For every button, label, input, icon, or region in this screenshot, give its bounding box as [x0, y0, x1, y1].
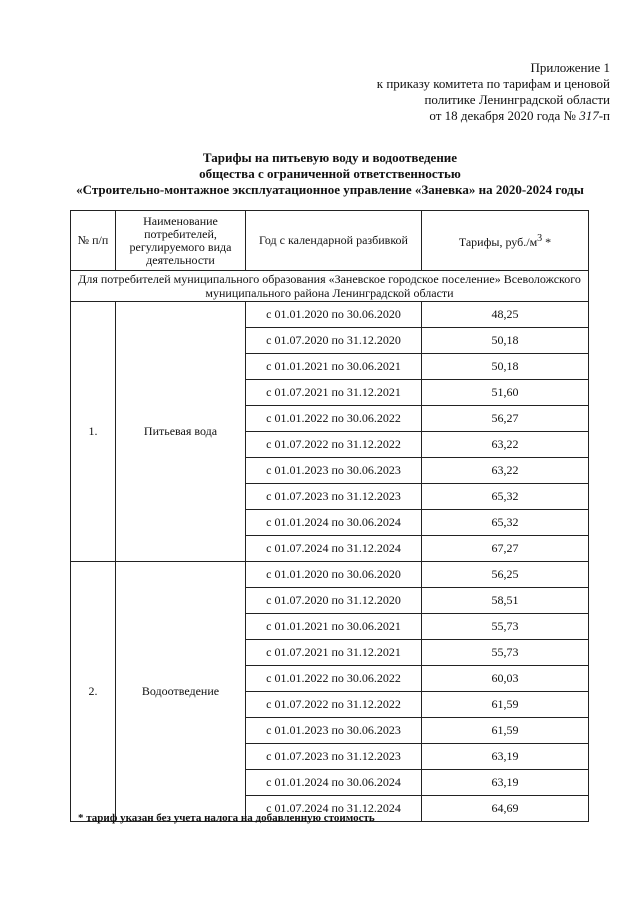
period-cell: с 01.01.2022 по 30.06.2022	[246, 666, 422, 692]
period-cell: с 01.01.2021 по 30.06.2021	[246, 614, 422, 640]
tariff-cell: 60,03	[422, 666, 589, 692]
order-number: 317	[579, 108, 599, 123]
tariff-cell: 63,19	[422, 744, 589, 770]
tariff-cell: 55,73	[422, 614, 589, 640]
tariff-cell: 55,73	[422, 640, 589, 666]
group-header-row	[71, 271, 589, 302]
section-name: Питьевая вода	[116, 302, 246, 562]
order-suffix: -п	[598, 108, 610, 123]
tariff-cell: 63,19	[422, 770, 589, 796]
tariff-cell: 48,25	[422, 302, 589, 328]
appendix-date: от 18 декабря 2020 года №	[429, 108, 576, 123]
tariff-cell: 56,27	[422, 406, 589, 432]
header-num: № п/п	[71, 211, 116, 271]
period-cell: с 01.07.2021 по 31.12.2021	[246, 380, 422, 406]
tariff-cell: 51,60	[422, 380, 589, 406]
document-title	[40, 150, 620, 198]
tariff-cell: 63,22	[422, 432, 589, 458]
section-number: 2.	[71, 562, 116, 822]
table-row	[71, 302, 589, 328]
period-cell: с 01.01.2020 по 30.06.2020	[246, 302, 422, 328]
header-tariff-sup: 3	[537, 233, 543, 244]
table-row	[71, 562, 589, 588]
group-header: Для потребителей муниципального образования «Заневское городское поселение» Всеволожского муниципального района Ленинградской области	[71, 271, 589, 302]
period-cell: с 01.07.2023 по 31.12.2023	[246, 484, 422, 510]
period-cell: с 01.07.2024 по 31.12.2024	[246, 796, 422, 822]
period-cell: с 01.01.2020 по 30.06.2020	[246, 562, 422, 588]
period-cell: с 01.07.2020 по 31.12.2020	[246, 588, 422, 614]
appendix-title: Приложение 1	[530, 60, 610, 75]
tariff-cell: 50,18	[422, 354, 589, 380]
table-header-row	[71, 211, 589, 271]
title-line-1: Тарифы на питьевую воду и водоотведение	[202, 150, 458, 165]
appendix-order-line: к приказу комитета по тарифам и ценовой	[376, 76, 610, 91]
tariffs-table	[70, 210, 589, 822]
header-tariff-star: *	[542, 235, 552, 249]
tariff-cell: 56,25	[422, 562, 589, 588]
period-cell: с 01.07.2020 по 31.12.2020	[246, 328, 422, 354]
header-name: Наименование потребителей, регулируемого вида деятельности	[116, 211, 246, 271]
period-cell: с 01.07.2022 по 31.12.2022	[246, 692, 422, 718]
footnote: * тариф указан без учета налога на добавленную стоимость	[78, 812, 375, 824]
header-tariff-label: Тарифы, руб./м	[458, 235, 538, 249]
appendix-date-line	[330, 108, 610, 124]
tariff-cell: 64,69	[422, 796, 589, 822]
title-line-2: общества с ограниченной ответственностью	[199, 166, 461, 181]
period-cell: с 01.01.2024 по 30.06.2024	[246, 510, 422, 536]
period-cell: с 01.01.2024 по 30.06.2024	[246, 770, 422, 796]
appendix-header	[330, 60, 610, 124]
period-cell: с 01.07.2021 по 31.12.2021	[246, 640, 422, 666]
appendix-committee-line: политике Ленинградской области	[424, 92, 610, 107]
tariff-cell: 65,32	[422, 484, 589, 510]
period-cell: с 01.07.2023 по 31.12.2023	[246, 744, 422, 770]
tariff-cell: 50,18	[422, 328, 589, 354]
tariff-cell: 58,51	[422, 588, 589, 614]
period-cell: с 01.07.2022 по 31.12.2022	[246, 432, 422, 458]
section-number: 1.	[71, 302, 116, 562]
period-cell: с 01.01.2021 по 30.06.2021	[246, 354, 422, 380]
tariff-cell: 65,32	[422, 510, 589, 536]
tariff-cell: 61,59	[422, 718, 589, 744]
tariff-cell: 67,27	[422, 536, 589, 562]
section-name: Водоотведение	[116, 562, 246, 822]
header-period: Год с календарной разбивкой	[246, 211, 422, 271]
tariff-cell: 61,59	[422, 692, 589, 718]
period-cell: с 01.01.2022 по 30.06.2022	[246, 406, 422, 432]
period-cell: с 01.07.2024 по 31.12.2024	[246, 536, 422, 562]
tariff-cell: 63,22	[422, 458, 589, 484]
period-cell: с 01.01.2023 по 30.06.2023	[246, 718, 422, 744]
title-line-3: «Строительно-монтажное эксплуатационное управление «Заневка» на 2020-2024 годы	[76, 182, 584, 197]
period-cell: с 01.01.2023 по 30.06.2023	[246, 458, 422, 484]
header-tariff	[422, 211, 589, 271]
